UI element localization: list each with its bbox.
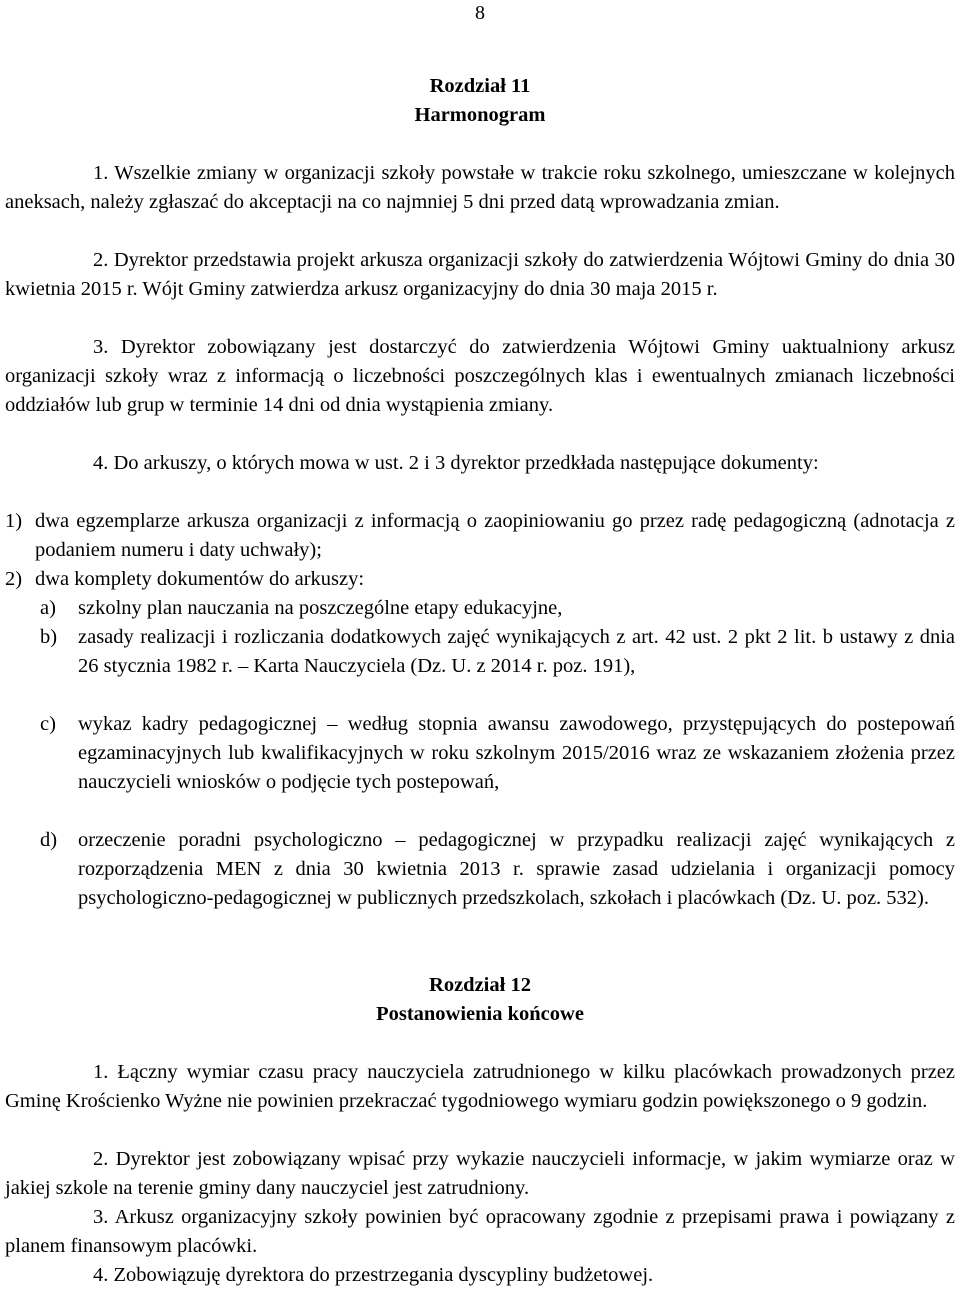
sublist-marker: d) [40,829,58,851]
sublist-item [40,826,955,913]
sublist-item [40,710,955,797]
list-item [5,565,955,594]
list-item-text: dwa egzemplarze arkusza organizacji z informacją o zaopiniowaniu go przez radę pedagogiczną (adnotacja z podaniem numeru i daty uchwały); [35,510,955,561]
chapter-11-subtitle: Harmonogram [414,104,546,126]
list-item-text: dwa komplety dokumentów do arkuszy: [35,568,365,590]
chapter-11-paragraph-1: 1. Wszelkie zmiany w organizacji szkoły powstałe w trakcie roku szkolnego, umieszczane w kolejnych aneksach, należy zgłaszać do akceptacji na co najmniej 5 dni przed datą wprowadzania zmian. [5,162,955,213]
chapter-12-paragraph-4: 4. Zobowiązuję dyrektora do przestrzegania dyscypliny budżetowej. [93,1264,654,1286]
list-marker: 2) [5,568,23,590]
chapter-11-title: Rozdział 11 [429,75,531,97]
sublist-marker: a) [40,597,56,619]
sublist-item-text: wykaz kadry pedagogicznej – według stopnia awansu zawodowego, przystępujących do postepowań egzaminacyjnych lub kwalifikacyjnych w roku szkolnym 2015/2016 wraz ze wskazaniem złożenia przez nauczycieli wniosków o podjęcie tych postepowań, [78,713,955,793]
sublist-item [40,594,955,623]
chapter-12-paragraph-2: 2. Dyrektor jest zobowiązany wpisać przy wykazie nauczycieli informacje, w jakim wymiarze oraz w jakiej szkole na terenie gminy dany nauczyciel jest zatrudniony. [5,1148,955,1199]
sublist-item [40,623,955,681]
page-number: 8 [475,2,485,24]
sublist-item-text: zasady realizacji i rozliczania dodatkowych zajęć wynikających z art. 42 ust. 2 pkt 2 lit. b ustawy z dnia 26 stycznia 1982 r. – Karta Nauczyciela (Dz. U. z 2014 r. poz. 191), [78,626,955,677]
chapter-11-paragraph-4: 4. Do arkuszy, o których mowa w ust. 2 i 3 dyrektor przedkłada następujące dokumenty: [93,452,819,474]
chapter-11-paragraph-2: 2. Dyrektor przedstawia projekt arkusza organizacji szkoły do zatwierdzenia Wójtowi Gminy do dnia 30 kwietnia 2015 r. Wójt Gminy zatwierdza arkusz organizacyjny do dnia 30 maja 2015 r. [5,249,955,300]
sublist-item-text: orzeczenie poradni psychologiczno – pedagogicznej w przypadku realizacji zajęć wynikających z rozporządzenia MEN z dnia 30 kwietnia 2013 r. sprawie zasad udzielania i organizacji pomocy psychologiczno-pedagogicznej w publicznych przedszkolach, szkołach i placówkach (Dz. U. poz. 532). [78,829,955,909]
chapter-12-subtitle: Postanowienia końcowe [376,1003,584,1025]
sublist-item-text: szkolny plan nauczania na poszczególne etapy edukacyjne, [78,597,563,619]
chapter-12-paragraph-1: 1. Łączny wymiar czasu pracy nauczyciela zatrudnionego w kilku placówkach prowadzonych przez Gminę Krościenko Wyżne nie powinien przekraczać tygodniowego wymiaru godzin powiększonego o 9 godzin. [5,1061,955,1112]
list-item [5,507,955,565]
chapter-12-paragraph-3: 3. Arkusz organizacyjny szkoły powinien być opracowany zgodnie z przepisami prawa i powiązany z planem finansowym placówki. [5,1206,955,1257]
list-marker: 1) [5,510,23,532]
chapter-12-title: Rozdział 12 [429,974,531,996]
sublist-marker: c) [40,713,56,735]
chapter-11-paragraph-3: 3. Dyrektor zobowiązany jest dostarczyć do zatwierdzenia Wójtowi Gminy uaktualniony arkusz organizacji szkoły wraz z informacją o liczebności poszczególnych klas i ewentualnych zmianach liczebności oddziałów lub grup w terminie 14 dni od dnia wystąpienia zmiany. [5,336,955,416]
sublist-marker: b) [40,626,58,648]
